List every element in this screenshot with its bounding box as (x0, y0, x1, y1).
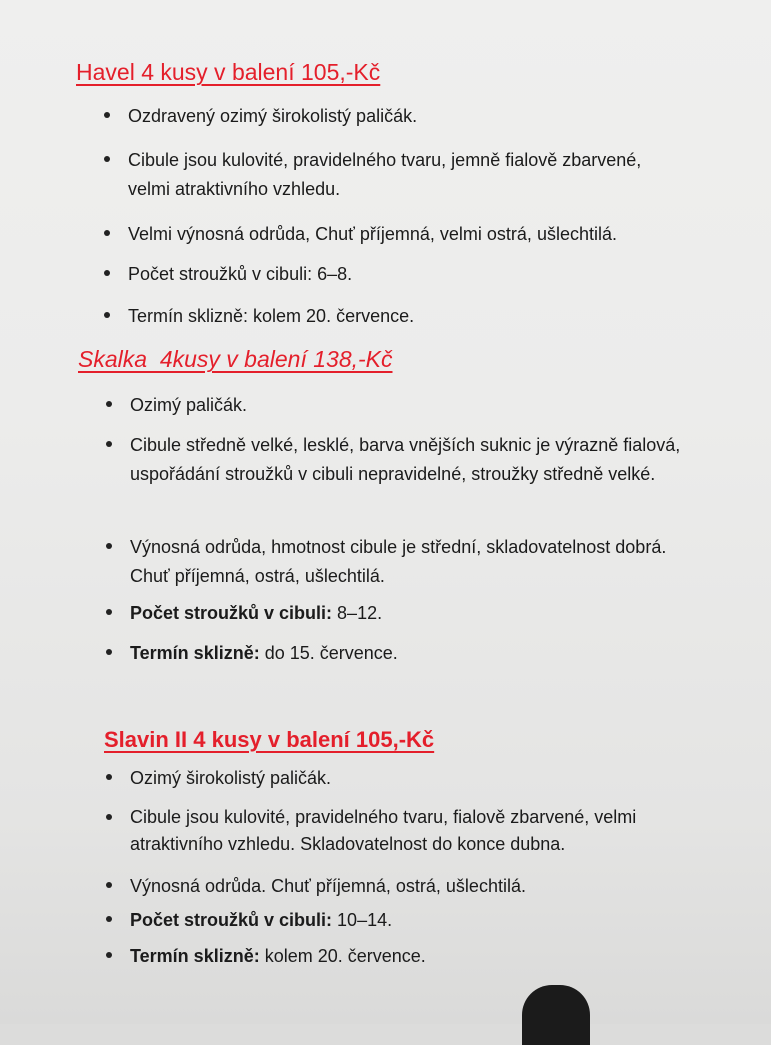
bullet-icon (104, 230, 110, 236)
item-label: Termín sklizně: (130, 946, 260, 966)
item-value: 8–12. (332, 603, 383, 623)
section-title: Skalka 4kusy v balení 138,-Kč (78, 346, 393, 372)
item-text: Velmi výnosná odrůda, Chuť příjemná, velmi ostrá, ušlechtilá. (128, 224, 617, 244)
bullet-icon (106, 916, 112, 922)
section-title: Slavin II 4 kusy v balení 105,-Kč (104, 727, 435, 752)
item-text (130, 639, 730, 668)
item-text (130, 942, 730, 971)
item-text: Termín sklizně: kolem 20. července. (128, 306, 415, 326)
bullet-icon (106, 649, 112, 655)
item-text (130, 599, 730, 628)
dark-object-shadow (522, 985, 590, 1045)
item-text: Ozdravený ozimý širokolistý paličák. (128, 106, 418, 126)
item-label: Termín sklizně: (130, 643, 260, 663)
bullet-icon (106, 401, 112, 407)
item-text: Ozimý paličák. (130, 395, 248, 415)
bullet-icon (104, 312, 110, 318)
bullet-icon (106, 774, 112, 780)
item-text: Výnosná odrůda, hmotnost cibule je střední, skladovatelnost dobrá. Chuť příjemná, ostrá, ušlechtilá. (130, 537, 667, 586)
bullet-icon (104, 270, 110, 276)
item-text (130, 906, 730, 935)
bullet-icon (106, 543, 112, 549)
item-text: Cibule jsou kulovité, pravidelného tvaru, jemně fialově zbarvené, velmi atraktivního vzhledu. (128, 150, 642, 199)
bullet-icon (106, 609, 112, 615)
bullet-icon (106, 952, 112, 958)
item-value: kolem 20. července. (259, 946, 426, 966)
item-text: Počet stroužků v cibuli: 6–8. (128, 264, 353, 284)
item-text: Cibule středně velké, lesklé, barva vnějších suknic je výrazně fialová, uspořádání stroužků v cibuli nepravidelné, stroužky středně velké. (130, 435, 681, 484)
item-value: 10–14. (332, 910, 393, 930)
bullet-icon (106, 814, 112, 820)
item-text: Ozimý širokolistý paličák. (130, 768, 332, 788)
section-title: Havel 4 kusy v balení 105,-Kč (76, 59, 381, 85)
bullet-icon (106, 882, 112, 888)
item-value: do 15. července. (259, 643, 398, 663)
bullet-icon (104, 112, 110, 118)
bullet-icon (104, 156, 110, 162)
item-label: Počet stroužků v cibuli: (130, 910, 333, 930)
item-label: Počet stroužků v cibuli: (130, 603, 333, 623)
item-text: Cibule jsou kulovité, pravidelného tvaru, fialově zbarvené, velmi atraktivního vzhledu. Skladovatelnost do konce dubna. (130, 807, 637, 854)
bullet-icon (106, 441, 112, 447)
item-text: Výnosná odrůda. Chuť příjemná, ostrá, ušlechtilá. (130, 876, 526, 896)
